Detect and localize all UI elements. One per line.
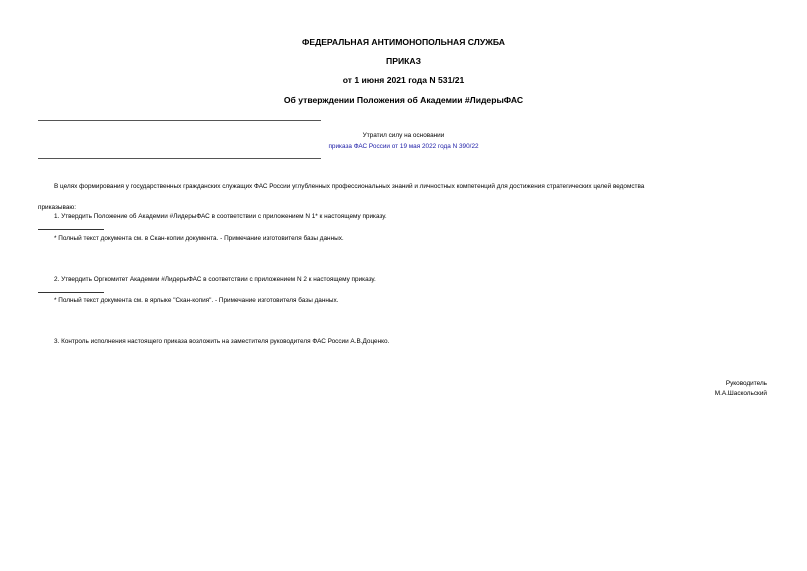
item-2: 2. Утвердить Оргкомитет Академии #ЛидерыФАС в соответствии с приложением N 2 к настоящему приказу. [54,276,376,283]
status-link-row [0,143,807,151]
agency-heading: ФЕДЕРАЛЬНАЯ АНТИМОНОПОЛЬНАЯ СЛУЖБА [302,37,505,47]
document-title: Об утверждении Положения об Академии #ЛидерыФАС [283,95,524,105]
date-and-number: от 1 июня 2021 года N 531/21 [342,75,465,85]
signature-position: Руководитель [725,380,767,387]
status-note: Утратил силу на основании [362,132,445,139]
order-word: приказываю: [38,204,76,211]
footnote-2: * Полный текст документа см. в ярлыке "Скан-копия". - Примечание изготовителя базы данных. [54,297,339,304]
document-type: ПРИКАЗ [386,56,421,66]
footnote-1: * Полный текст документа см. в Скан-копии документа. - Примечание изготовителя базы данных. [54,235,344,242]
status-bottom-divider [38,158,321,159]
item-3: 3. Контроль исполнения настоящего приказа возложить на заместителя руководителя ФАС России А.В.Доценко. [54,338,390,345]
status-top-divider [38,120,321,121]
item-1: 1. Утвердить Положение об Академии #ЛидерыФАС в соответствии с приложением N 1* к настоящему приказу. [54,213,387,220]
repeal-order-link[interactable]: приказа ФАС России от 19 мая 2022 года N 390/22 [328,143,479,150]
footnote-divider-1 [38,229,104,230]
footnote-divider-2 [38,292,104,293]
preamble-text: В целях формирования у государственных гражданских служащих ФАС России углубленных профессиональных знаний и личностных компетенций для достижения стратегических целей ведомства [54,183,645,190]
signature-name: М.А.Шаскольский [714,390,767,397]
